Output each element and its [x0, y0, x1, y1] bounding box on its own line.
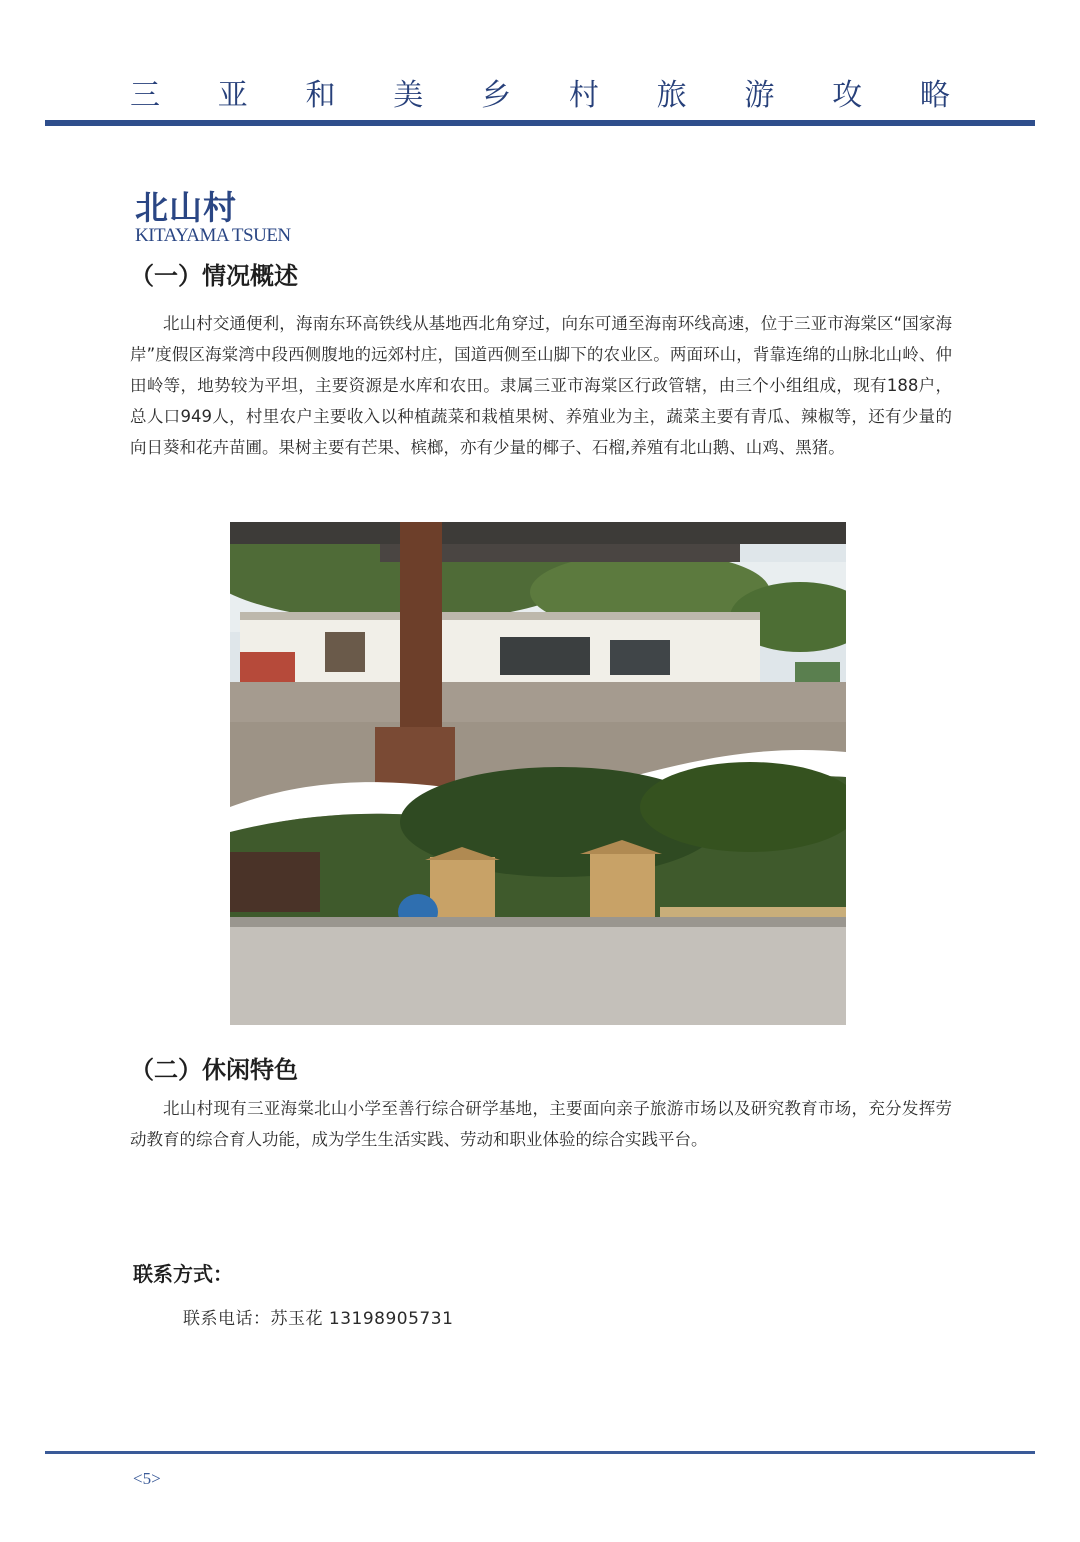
header-char: 略 — [919, 78, 950, 113]
section-heading-leisure: （二）休闲特色 — [130, 1056, 298, 1084]
header-char: 三 — [130, 78, 160, 113]
section-heading-overview: （一）情况概述 — [130, 262, 298, 290]
header-char: 亚 — [217, 78, 248, 113]
header-char: 和 — [305, 78, 336, 113]
header-char: 旅 — [656, 78, 687, 113]
leisure-paragraph: 北山村现有三亚海棠北山小学至善行综合研学基地，主要面向亲子旅游市场以及研究教育市场，充分发挥劳动教育的综合育人功能，成为学生生活实践、劳动和职业体验的综合实践平台。 — [130, 1099, 952, 1149]
header-char: 攻 — [832, 78, 863, 113]
overview-paragraph: 北山村交通便利，海南东环高铁线从基地西北角穿过，向东可通至海南环线高速，位于三亚市海棠区“国家海岸”度假区海棠湾中段西侧腹地的远郊村庄，国道西侧至山脚下的农业区。两面环山，背靠连绵的山脉北山岭、仲田岭等，地势较为平坦，主要资源是水库和农田。隶属三亚市海棠区行政管辖，由三个小组组成，现有188户，总人口949人，村里农户主要收入以种植蔬菜和栽植果树、养殖业为主，蔬菜主要有青瓜、辣椒等，还有少量的向日葵和花卉苗圃。果树主要有芒果、槟榔，亦有少量的椰子、石榴,养殖有北山鹅、山鸡、黑猪。 — [130, 314, 952, 457]
contact-phone: 联系电话：苏玉花 13198905731 — [183, 1309, 454, 1329]
village-title: 北山村 — [135, 188, 237, 227]
header-char: 游 — [744, 78, 775, 113]
contact-heading: 联系方式： — [133, 1262, 233, 1286]
header-divider — [45, 120, 1035, 126]
footer-divider — [45, 1451, 1035, 1454]
header-char: 美 — [393, 78, 424, 113]
page-number: <5> — [133, 1469, 161, 1488]
village-roman-title: KITAYAMA TSUEN — [135, 225, 291, 246]
document-header-title — [130, 72, 950, 112]
header-char: 乡 — [481, 78, 512, 113]
village-photo-collage — [230, 522, 846, 1025]
header-char: 村 — [568, 78, 599, 113]
